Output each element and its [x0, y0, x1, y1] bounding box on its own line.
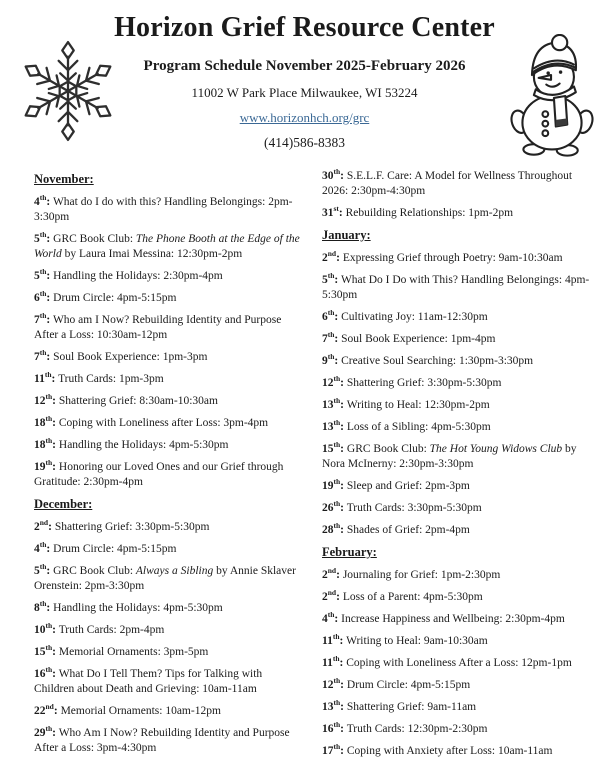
event-item: [322, 656, 595, 671]
event-date: 7th:: [322, 330, 339, 345]
event-item: [34, 667, 300, 697]
event-date: 12th:: [322, 676, 345, 691]
event-text: Memorial Ornaments: 3pm-5pm: [58, 646, 209, 658]
event-item: [34, 232, 300, 262]
event-text: Who am I Now? Rebuilding Identity and Purpose After a Loss: 10:30am-12pm: [34, 314, 282, 341]
event-item: [34, 564, 300, 594]
event-text: What Do I Do with This? Handling Belongings: 4pm-5:30pm: [322, 274, 590, 301]
event-text: Shades of Grief: 2pm-4pm: [346, 524, 470, 536]
event-date: 4th:: [322, 610, 339, 625]
event-date: 2nd:: [322, 249, 340, 264]
event-text: Soul Book Experience: 1pm-4pm: [341, 333, 496, 345]
event-item: [322, 590, 595, 605]
event-item: [322, 354, 595, 369]
book-title: The Hot Young Widows Club: [429, 443, 563, 455]
event-date: 13th:: [322, 698, 345, 713]
month-heading: [34, 497, 300, 512]
event-item: [322, 744, 595, 759]
event-item: [34, 195, 300, 225]
event-text: Drum Circle: 4pm-5:15pm: [53, 543, 177, 555]
event-date: 19th:: [34, 458, 57, 473]
event-item: [34, 394, 300, 409]
event-text: What Do I Tell Them? Tips for Talking with Children about Death and Grieving: 10am-11am: [34, 668, 263, 695]
event-item: [322, 169, 595, 199]
site-link[interactable]: www.horizonhch.org/grc: [239, 110, 370, 125]
event-text: Drum Circle: 4pm-5:15pm: [346, 679, 471, 691]
event-date: 18th:: [34, 414, 57, 429]
book-title: The Phone Booth at the Edge of the World: [34, 233, 300, 260]
event-date: 30th:: [322, 167, 345, 182]
event-date: 5th:: [34, 230, 51, 245]
month-heading: [322, 228, 595, 243]
event-text: Expressing Grief through Poetry: 9am-10:30am: [342, 252, 563, 264]
event-date: 11th:: [34, 370, 56, 385]
event-text: Memorial Ornaments: 10am-12pm: [60, 705, 221, 717]
event-date: 2nd:: [322, 588, 340, 603]
event-text: Honoring our Loved Ones and our Grief through Gratitude: 2:30pm-4pm: [34, 461, 284, 488]
event-item: [34, 726, 300, 756]
event-text: Handling the Holidays: 4pm-5:30pm: [58, 439, 229, 451]
event-item: [322, 568, 595, 583]
event-text: Increase Happiness and Wellbeing: 2:30pm-4pm: [341, 613, 565, 625]
event-text: Truth Cards: 12:30pm-2:30pm: [346, 723, 488, 735]
event-text: Drum Circle: 4pm-5:15pm: [53, 292, 177, 304]
event-text: GRC Book Club:: [53, 233, 136, 245]
event-text: Writing to Heal: 9am-10:30am: [346, 635, 488, 647]
event-date: 13th:: [322, 418, 345, 433]
event-date: 16th:: [322, 720, 345, 735]
event-date: 7th:: [34, 311, 51, 326]
event-item: [322, 722, 595, 737]
event-item: [322, 310, 595, 325]
event-item: [322, 206, 595, 221]
event-text: Writing to Heal: 12:30pm-2pm: [346, 399, 490, 411]
event-item: [322, 376, 595, 391]
phone-number: (414)586-8383: [264, 135, 345, 150]
event-text: Sleep and Grief: 2pm-3pm: [346, 480, 470, 492]
event-date: 15th:: [322, 440, 345, 455]
event-item: [322, 332, 595, 347]
event-text: What do I do with this? Handling Belongings: 2pm-3:30pm: [34, 196, 293, 223]
event-date: 8th:: [34, 599, 51, 614]
event-text: Who Am I Now? Rebuilding Identity and Purpose After a Loss: 3pm-4:30pm: [34, 727, 290, 754]
event-date: 5th:: [34, 267, 51, 282]
event-item: [34, 623, 300, 638]
event-item: [322, 678, 595, 693]
schedule-subtitle: Program Schedule November 2025-February 2026: [143, 58, 466, 74]
event-text: Loss of a Parent: 4pm-5:30pm: [342, 591, 483, 603]
event-date: 11th:: [322, 632, 344, 647]
event-date: 4th:: [34, 193, 51, 208]
schedule-column-left: [34, 169, 300, 766]
event-text: Creative Soul Searching: 1:30pm-3:30pm: [341, 355, 534, 367]
event-item: [322, 398, 595, 413]
event-date: 10th:: [34, 621, 57, 636]
event-date: 4th:: [34, 540, 51, 555]
event-text: by Nora McInerny: 2:30pm-3:30pm: [322, 443, 577, 470]
event-text: Loss of a Sibling: 4pm-5:30pm: [346, 421, 491, 433]
event-item: [322, 479, 595, 494]
event-text: Rebuilding Relationships: 1pm-2pm: [345, 207, 514, 219]
month-label: January:: [322, 228, 371, 242]
event-item: [34, 291, 300, 306]
event-date: 12th:: [322, 374, 345, 389]
event-text: Truth Cards: 1pm-3pm: [58, 373, 164, 385]
event-text: by Annie Sklaver Orenstein: 2pm-3:30pm: [34, 565, 296, 592]
snowman-icon: [499, 34, 605, 158]
event-item: [34, 416, 300, 431]
event-item: [322, 420, 595, 435]
event-item: [34, 269, 300, 284]
event-date: 31st:: [322, 204, 343, 219]
event-text: Shattering Grief: 3:30pm-5:30pm: [54, 521, 210, 533]
event-date: 19th:: [322, 477, 345, 492]
event-text: Handling the Holidays: 2:30pm-4pm: [53, 270, 223, 282]
event-item: [34, 460, 300, 490]
month-heading: [322, 545, 595, 560]
event-date: 9th:: [322, 352, 339, 367]
event-item: [34, 372, 300, 387]
event-date: 2nd:: [34, 518, 52, 533]
event-date: 2nd:: [322, 566, 340, 581]
event-date: 5th:: [322, 271, 339, 286]
event-item: [322, 700, 595, 715]
event-date: 6th:: [34, 289, 51, 304]
flyer-header: [0, 0, 609, 160]
event-text: Soul Book Experience: 1pm-3pm: [53, 351, 208, 363]
event-text: Handling the Holidays: 4pm-5:30pm: [53, 602, 223, 614]
event-text: GRC Book Club:: [53, 565, 136, 577]
event-text: GRC Book Club:: [346, 443, 430, 455]
event-item: [34, 438, 300, 453]
event-item: [34, 520, 300, 535]
event-date: 18th:: [34, 436, 57, 451]
event-date: 16th:: [34, 665, 57, 680]
month-label: February:: [322, 545, 377, 559]
event-item: [322, 501, 595, 516]
event-date: 13th:: [322, 396, 345, 411]
event-text: Cultivating Joy: 11am-12:30pm: [341, 311, 488, 323]
event-text: Journaling for Grief: 1pm-2:30pm: [342, 569, 501, 581]
page-title: Horizon Grief Resource Center: [114, 12, 495, 43]
month-heading: [34, 172, 300, 187]
month-label: November:: [34, 172, 94, 186]
event-item: [34, 704, 300, 719]
schedule-column-right: [322, 169, 595, 766]
event-date: 5th:: [34, 562, 51, 577]
event-item: [34, 350, 300, 365]
event-date: 29th:: [34, 724, 57, 739]
event-item: [322, 523, 595, 538]
event-text: S.E.L.F. Care: A Model for Wellness Throughout 2026: 2:30pm-4:30pm: [322, 170, 573, 197]
event-item: [322, 634, 595, 649]
event-text: by Laura Imai Messina: 12:30pm-2pm: [61, 248, 243, 260]
snowflake-icon: [16, 36, 120, 146]
event-date: 7th:: [34, 348, 51, 363]
event-date: 28th:: [322, 521, 345, 536]
event-item: [322, 273, 595, 303]
event-text: Truth Cards: 3:30pm-5:30pm: [346, 502, 482, 514]
event-date: 6th:: [322, 308, 339, 323]
event-date: 22nd:: [34, 702, 58, 717]
event-text: Coping with Loneliness after Loss: 3pm-4pm: [58, 417, 269, 429]
event-item: [322, 251, 595, 266]
event-date: 26th:: [322, 499, 345, 514]
event-text: Shattering Grief: 3:30pm-5:30pm: [346, 377, 502, 389]
event-item: [34, 542, 300, 557]
event-date: 11th:: [322, 654, 344, 669]
event-item: [34, 645, 300, 660]
event-text: Truth Cards: 2pm-4pm: [58, 624, 165, 636]
event-item: [34, 313, 300, 343]
event-item: [322, 612, 595, 627]
month-label: December:: [34, 497, 93, 511]
event-date: 12th:: [34, 392, 57, 407]
event-date: 15th:: [34, 643, 57, 658]
event-item: [34, 601, 300, 616]
book-title: Always a Sibling: [135, 565, 214, 577]
event-text: Coping with Anxiety after Loss: 10am-11am: [346, 745, 553, 757]
event-item: [322, 442, 595, 472]
schedule-columns: [0, 169, 609, 766]
address-line: 11002 W Park Place Milwaukee, WI 53224: [191, 85, 418, 100]
event-text: Shattering Grief: 9am-11am: [346, 701, 477, 713]
event-text: Shattering Grief: 8:30am-10:30am: [58, 395, 218, 407]
event-date: 17th:: [322, 742, 345, 757]
event-text: Coping with Loneliness After a Loss: 12pm-1pm: [346, 657, 572, 669]
